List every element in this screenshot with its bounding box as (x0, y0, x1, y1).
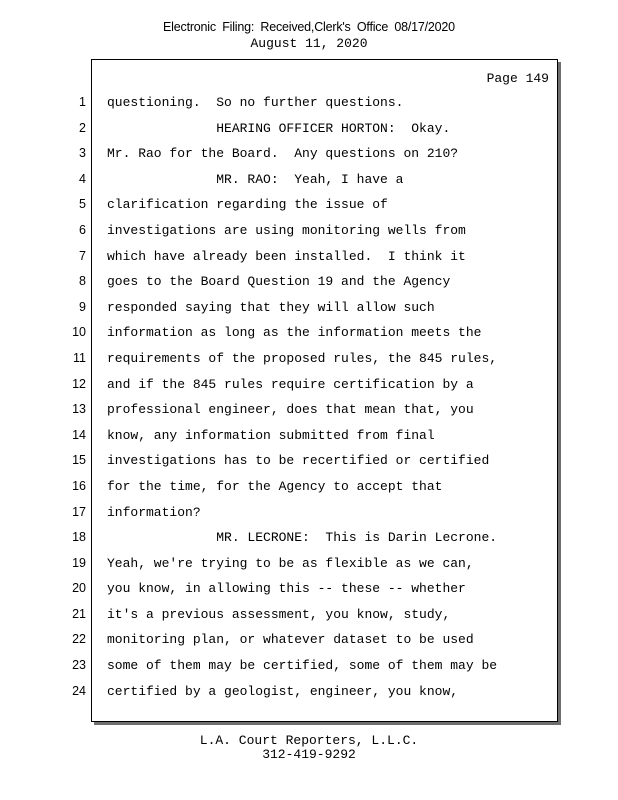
line-number: 7 (79, 248, 86, 263)
transcript-line: investigations are using monitoring wells from (107, 222, 466, 238)
transcript-line: requirements of the proposed rules, the 845 rules, (107, 350, 498, 366)
line-number: 21 (72, 606, 86, 621)
transcript-line: responded saying that they will allow such (107, 299, 435, 315)
court-reporter-name: L.A. Court Reporters, L.L.C. (199, 733, 419, 748)
line-number: 4 (79, 171, 86, 186)
line-number: 12 (72, 376, 86, 391)
line-number: 15 (72, 453, 86, 468)
line-number: 16 (72, 478, 86, 493)
transcript-line: some of them may be certified, some of them may be (107, 658, 498, 674)
line-number: 23 (72, 658, 86, 673)
transcript-text (107, 94, 552, 708)
transcript-line: HEARING OFFICER HORTON: Okay. (107, 120, 451, 136)
line-number: 8 (79, 274, 86, 289)
transcript-line: goes to the Board Question 19 and the Agency (107, 274, 451, 290)
transcript-line: certified by a geologist, engineer, you know, (107, 683, 459, 699)
page-number: Page 149 (486, 71, 549, 86)
transcript-date: August 11, 2020 (250, 36, 368, 51)
transcript-line: information as long as the information meets the (107, 325, 482, 341)
filing-stamp: Electronic Filing: Received,Clerk's Office 08/17/2020 (163, 20, 455, 34)
transcript-line: know, any information submitted from final (107, 427, 435, 443)
line-number: 2 (79, 120, 86, 135)
transcript-line: MR. LECRONE: This is Darin Lecrone. (107, 530, 498, 546)
transcript-line: which have already been installed. I think it (107, 248, 466, 264)
transcript-line: information? (107, 504, 201, 520)
line-number: 3 (79, 146, 86, 161)
transcript-line: Mr. Rao for the Board. Any questions on 210? (107, 146, 459, 162)
transcript-line: clarification regarding the issue of (107, 197, 388, 213)
transcript-line: MR. RAO: Yeah, I have a (107, 171, 404, 187)
line-number: 5 (79, 197, 86, 212)
line-number: 10 (72, 325, 86, 340)
transcript-line: professional engineer, does that mean that, you (107, 402, 474, 418)
transcript-line: Yeah, we're trying to be as flexible as we can, (107, 555, 474, 571)
line-number: 19 (72, 555, 86, 570)
line-number: 17 (72, 504, 86, 519)
line-number: 9 (79, 299, 86, 314)
transcript-line: questioning. So no further questions. (107, 95, 404, 110)
line-number: 18 (72, 530, 86, 545)
court-reporter-phone: 312-419-9292 (262, 747, 356, 762)
transcript-line: it's a previous assessment, you know, study, (107, 606, 451, 622)
transcript-line: you know, in allowing this -- these -- whether (107, 581, 466, 597)
line-number-column (62, 94, 86, 708)
line-number: 20 (72, 581, 86, 596)
line-number: 13 (72, 402, 86, 417)
line-number: 22 (72, 632, 86, 647)
transcript-line: investigations has to be recertified or certified (107, 453, 490, 469)
line-number: 6 (79, 222, 86, 237)
line-number: 24 (72, 683, 86, 698)
line-number: 14 (72, 427, 86, 442)
transcript-line: for the time, for the Agency to accept that (107, 478, 443, 494)
transcript-line: and if the 845 rules require certification by a (107, 376, 474, 392)
line-number: 11 (73, 350, 86, 365)
line-number: 1 (79, 95, 86, 109)
transcript-line: monitoring plan, or whatever dataset to be used (107, 632, 474, 648)
